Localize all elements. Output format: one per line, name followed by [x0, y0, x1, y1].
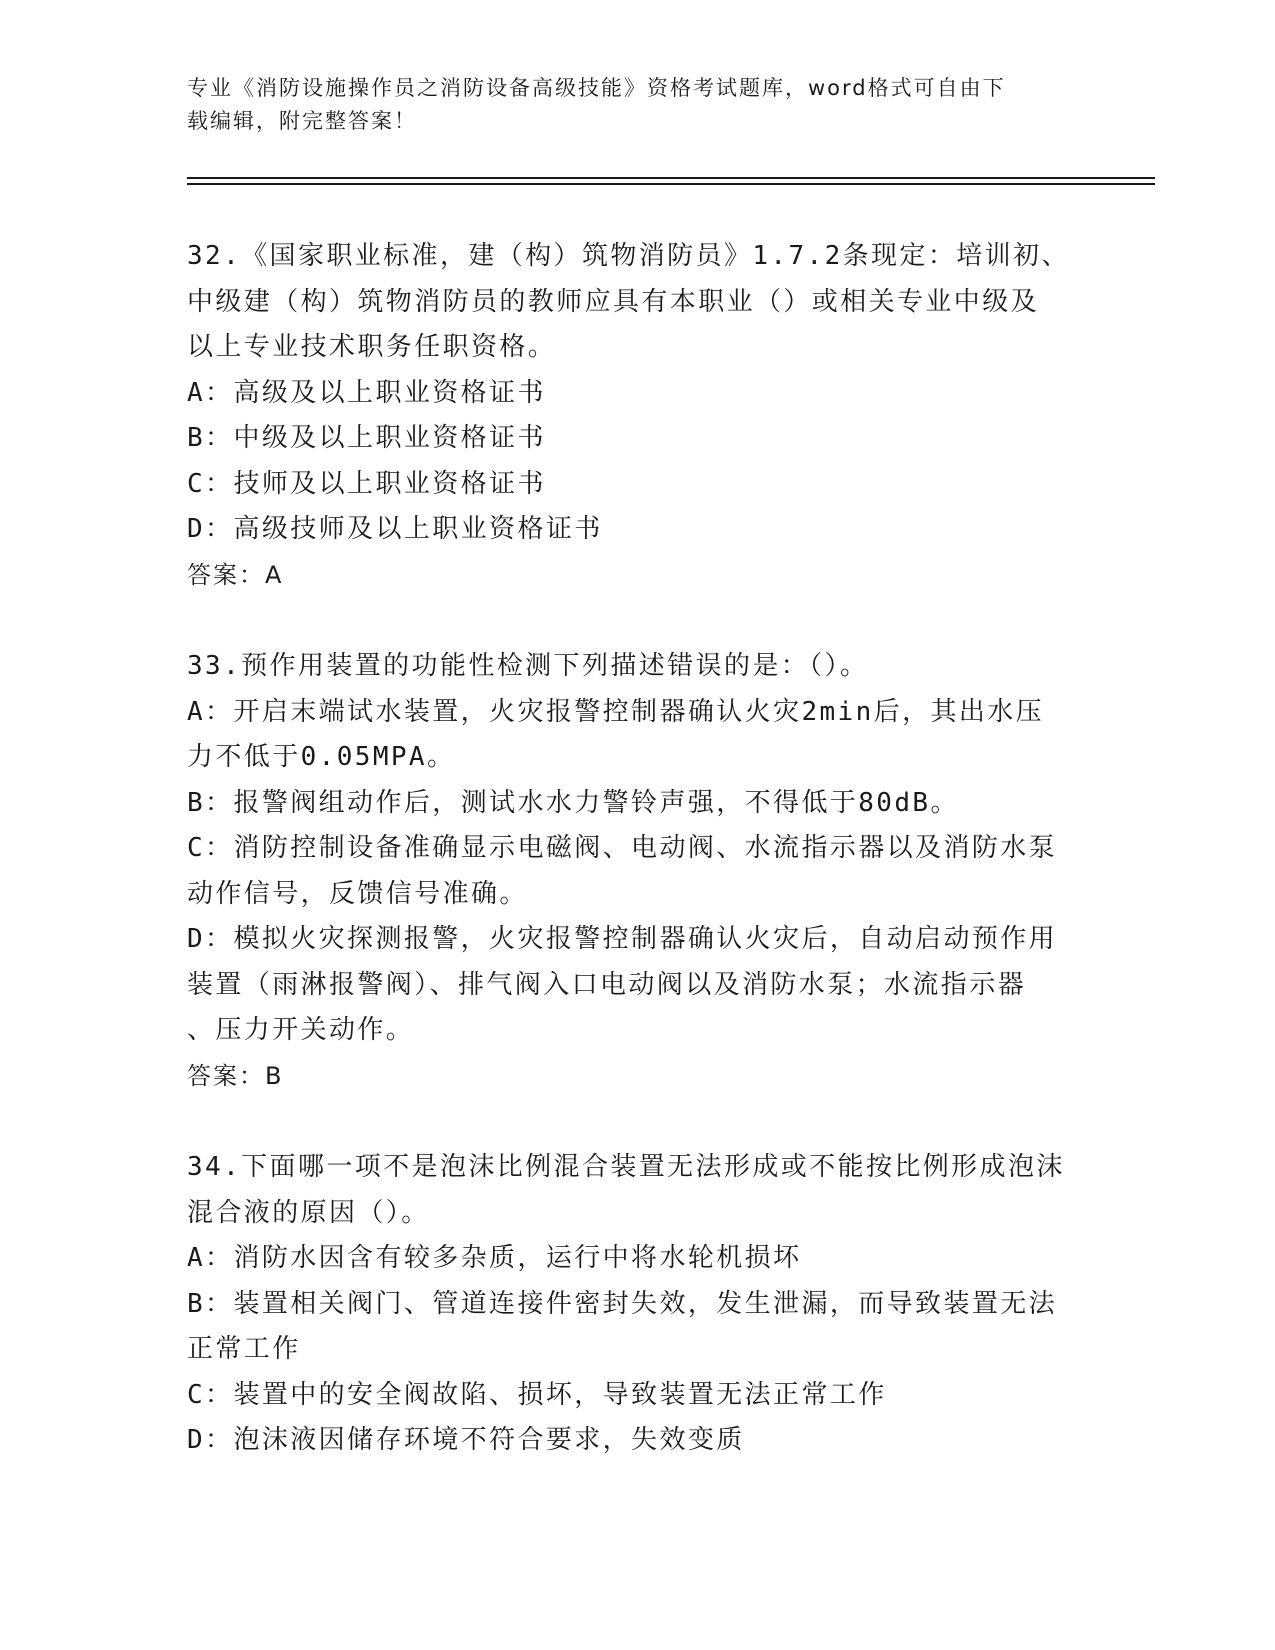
answer-label: 答案： [187, 1061, 265, 1090]
option-d-continued: 装置（雨淋报警阀）、排气阀入口电动阀以及消防水泵；水流指示器 [187, 969, 1027, 1000]
question-list [187, 234, 1087, 1464]
intro-line-1: 专业《消防设施操作员之消防设备高级技能》资格考试题库，word格式可自由下 [187, 76, 1006, 100]
option-a-continued: 力不低于0.05MPA。 [187, 742, 456, 772]
intro-line-2: 载编辑，附完整答案！ [187, 109, 417, 133]
question-spacer [187, 1099, 1087, 1145]
question-stem-line: 33.预作用装置的功能性检测下列描述错误的是：（）。 [187, 651, 869, 681]
answer-line [187, 553, 1087, 599]
answer-value: B [265, 1061, 283, 1090]
option-a: A：消防水因含有较多杂质，运行中将水轮机损坏 [187, 1243, 802, 1273]
option-c: C：技师及以上职业资格证书 [187, 468, 546, 499]
option-b-continued: 正常工作 [187, 1334, 301, 1364]
option-d: D：高级技师及以上职业资格证书 [187, 514, 603, 544]
header-divider-bottom [187, 183, 1155, 185]
option-c: C：装置中的安全阀故陷、损坏，导致装置无法正常工作 [187, 1379, 887, 1410]
option-a: A：高级及以上职业资格证书 [187, 377, 546, 408]
option-d: D：模拟火灾探测报警，火灾报警控制器确认火灾后，自动启动预作用 [187, 924, 1058, 954]
option-d: D：泡沫液因储存环境不符合要求，失效变质 [187, 1425, 745, 1455]
option-c-continued: 动作信号，反馈信号准确。 [187, 878, 528, 909]
option-b: B：中级及以上职业资格证书 [187, 423, 546, 453]
option-c: C：消防控制设备准确显示电磁阀、电动阀、水流指示器以及消防水泵 [187, 833, 1058, 863]
answer-label: 答案： [187, 560, 265, 589]
question-34 [187, 1145, 1087, 1464]
document-intro [187, 72, 1067, 138]
option-d-continued: 、压力开关动作。 [187, 1015, 415, 1045]
question-33 [187, 644, 1087, 1099]
question-stem-line: 中级建（构）筑物消防员的教师应具有本职业（）或相关专业中级及 [187, 286, 1040, 317]
answer-value: A [265, 560, 283, 589]
question-stem-line: 32.《国家职业标准，建（构）筑物消防员》1.7.2条现定：培训初、 [187, 241, 1070, 271]
question-32 [187, 234, 1087, 598]
option-b: B：报警阀组动作后，测试水水力警铃声强，不得低于80dB。 [187, 787, 959, 818]
answer-line [187, 1054, 1087, 1100]
option-b: B：装置相关阀门、管道连接件密封失效，发生泄漏，而导致装置无法 [187, 1288, 1058, 1319]
question-stem-line: 混合液的原因（）。 [187, 1197, 430, 1228]
question-stem-line: 以上专业技术职务任职资格。 [187, 332, 557, 362]
header-divider-top [187, 177, 1155, 179]
option-a: A：开启末端试水装置，火灾报警控制器确认火灾2min后，其出水压 [187, 696, 1045, 727]
question-spacer [187, 598, 1087, 644]
question-stem-line: 34.下面哪一项不是泡沫比例混合装置无法形成或不能按比例形成泡沫 [187, 1152, 1065, 1182]
